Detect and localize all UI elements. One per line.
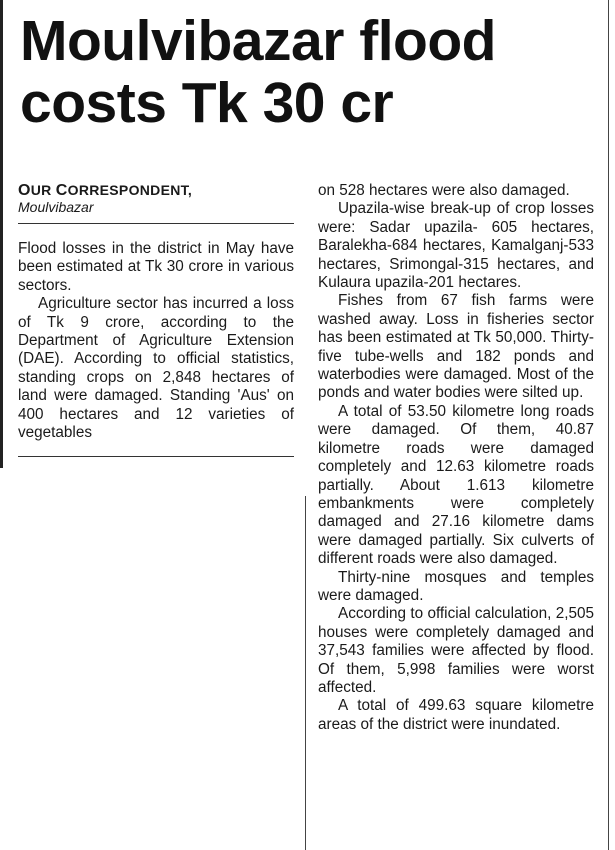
article-paragraph: A total of 53.50 kilometre long roads were damaged. Of them, 40.87 kilometre roads were damaged completely and 12.63 kilometre roads partially. About 1.613 kilometre embankments were completely damaged and 27.16 kilometre dams were damaged partially. Six culverts of different roads were also damaged. [318,402,594,568]
left-column [18,182,294,457]
article-paragraph: Agriculture sector has incurred a loss of Tk 9 crore, according to the Department of Agriculture Extension (DAE). According to official statistics, standing crops on 2,848 hectares of land were damaged. Standing 'Aus' on 400 hectares and 12 varieties of vegetables [18,295,294,442]
headline: Moulvibazar flood costs Tk 30 cr [20,9,496,135]
article-paragraph: Flood losses in the district in May have been estimated at Tk 30 crore in various sectors. [18,240,294,294]
column-divider [305,496,306,850]
article-paragraph: Thirty-nine mosques and temples were damaged. [318,568,594,604]
left-column-rule [0,0,3,468]
byline-divider [18,223,294,224]
byline-name: OUR CORRESPONDENT, [18,182,193,199]
byline-place: Moulvibazar [18,199,94,215]
article-paragraph: Upazila-wise break-up of crop losses were: Sadar upazila- 605 hectares, Baralekha-684 hectares, Kamalganj-533 hectares, Srimongal-315 hectares, and Kulaura upazila-201 hectares. [318,200,594,292]
article-paragraph: A total of 499.63 square kilometre areas of the district were inundated. [318,697,594,733]
right-column [318,182,594,734]
article-paragraph: Fishes from 67 fish farms were washed away. Loss in fisheries sector has been estimated at Tk 50,000. Thirty-five tube-wells and 182 ponds and waterbodies were damaged. Most of the ponds and water bodies were silted up. [318,292,594,402]
article-paragraph: on 528 hectares were also damaged. [318,182,570,199]
column-end-rule [18,456,294,457]
article-paragraph: According to official calculation, 2,505 houses were completely damaged and 37,543 families were affected by flood. Of them, 5,998 families were worst affected. [318,605,594,696]
